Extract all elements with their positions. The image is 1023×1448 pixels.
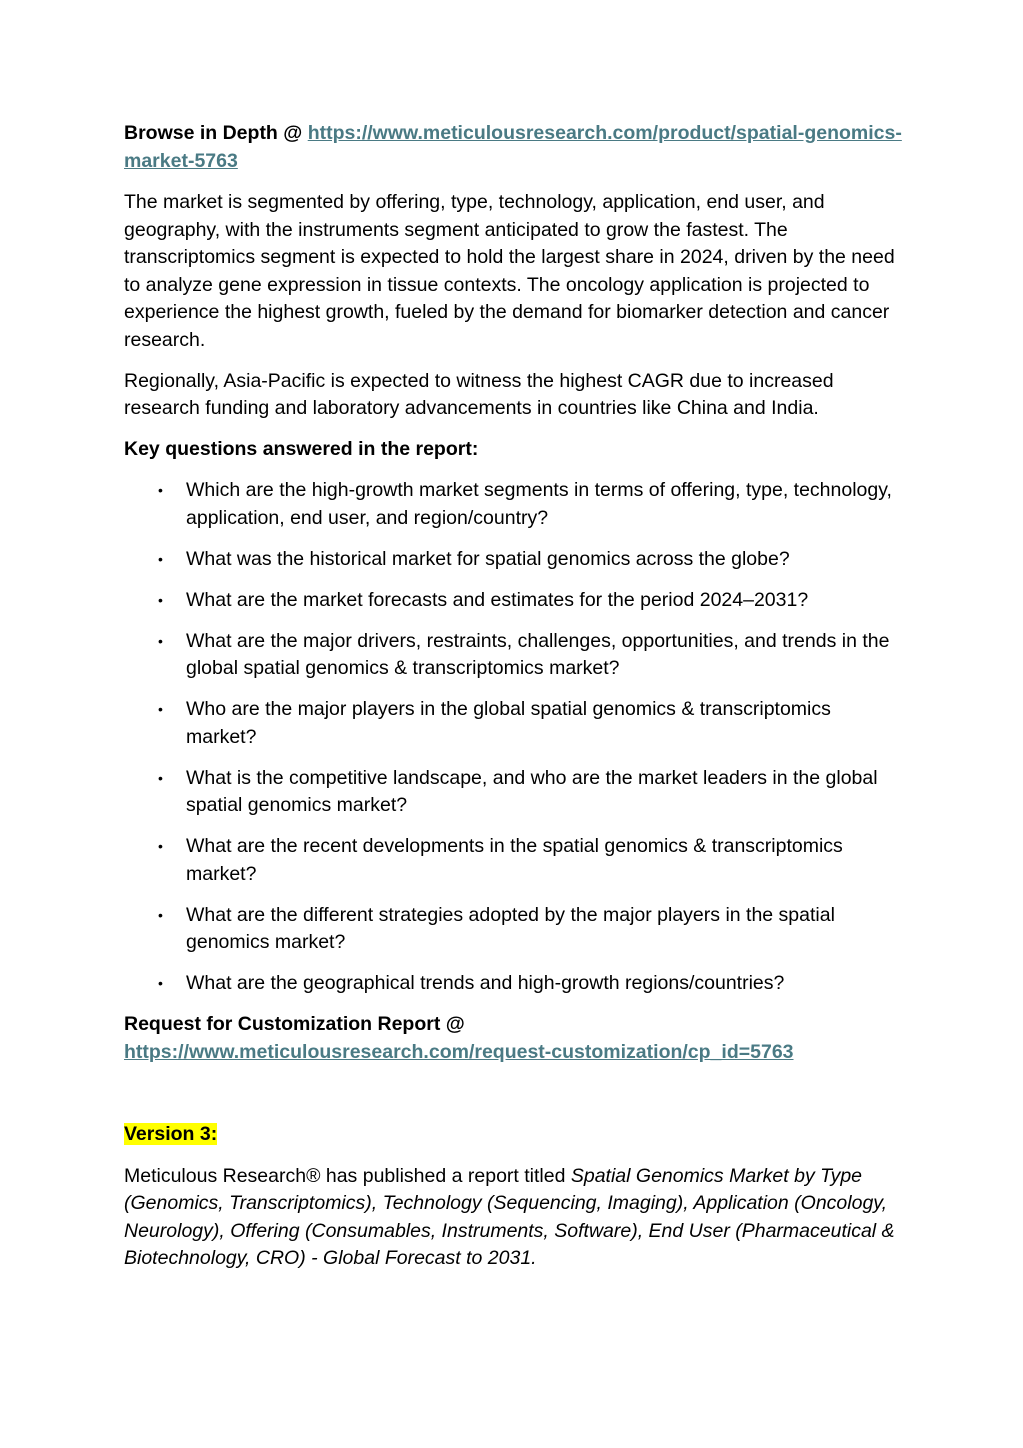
list-item — [124, 833, 904, 888]
version-line — [124, 1121, 904, 1149]
list-item-text: What are the market forecasts and estimates for the period 2024–2031? — [186, 588, 809, 611]
list-item — [124, 477, 904, 532]
list-item — [124, 902, 904, 957]
list-item-text: Which are the high-growth market segments in terms of offering, type, technology, application, end user, and region/country? — [186, 479, 892, 529]
key-questions-list — [124, 477, 904, 998]
document-page — [124, 120, 904, 1273]
list-item — [124, 628, 904, 683]
browse-label: Browse in Depth @ — [124, 122, 308, 144]
list-item — [124, 546, 904, 574]
list-item-text: What was the historical market for spatial genomics across the globe? — [186, 547, 790, 570]
browse-line — [124, 120, 904, 175]
list-item-text: What are the recent developments in the spatial genomics & transcriptomics market? — [186, 835, 843, 885]
regional-paragraph: Regionally, Asia-Pacific is expected to witness the highest CAGR due to increased research funding and laboratory advancements in countries like China and India. — [124, 369, 834, 419]
bullet-icon: • — [158, 550, 163, 567]
bullet-icon: • — [158, 838, 163, 854]
segment-paragraph: The market is segmented by offering, type, technology, application, end user, and geography, with the instruments segment anticipated to grow the fastest. The transcriptomics segment is expected to hold the largest share in 2024, driven by the need to analyze gene expression in tissue contexts. The oncology application is projected to experience the highest growth, fueled by the demand for biomarker detection and cancer research. — [124, 191, 895, 351]
bullet-icon: • — [158, 769, 163, 786]
list-item — [124, 970, 904, 998]
customization-link[interactable]: https://www.meticulousresearch.com/request-customization/cp_id=5763 — [124, 1040, 794, 1063]
key-questions-heading: Key questions answered in the report: — [124, 438, 479, 460]
report-paragraph — [124, 1163, 904, 1273]
list-item-text: What are the different strategies adopted by the major players in the spatial genomics market? — [186, 903, 835, 953]
bullet-icon: • — [158, 591, 163, 608]
list-item-text: Who are the major players in the global spatial genomics & transcriptomics market? — [186, 698, 831, 748]
report-intro: Meticulous Research® has published a report titled — [124, 1164, 571, 1187]
bullet-icon: • — [158, 632, 163, 649]
bullet-icon: • — [158, 906, 163, 923]
report-title: Spatial Genomics Market by Type (Genomics, Transcriptomics), Technology (Sequencing, Imaging), Application (Oncology, Neurology), Offering (Consumables, Instruments, Software), End User (Pharmaceutical & Biotechnology, CRO) - Global Forecast to 2031. — [124, 1164, 895, 1269]
request-line — [124, 1039, 904, 1067]
request-label: Request for Customization Report @ — [124, 1013, 465, 1035]
bullet-icon: • — [158, 975, 163, 991]
version-heading: Version 3: — [124, 1123, 218, 1145]
list-item — [124, 696, 904, 751]
bullet-icon: • — [158, 701, 163, 717]
bullet-icon: • — [158, 482, 163, 498]
list-item — [124, 587, 904, 615]
product-link[interactable]: https://www.meticulousresearch.com/product/spatial-genomics-market-5763 — [124, 122, 902, 172]
list-item-text: What is the competitive landscape, and who are the market leaders in the global spatial genomics market? — [186, 766, 878, 816]
list-item — [124, 765, 904, 820]
list-item-text: What are the geographical trends and high-growth regions/countries? — [186, 972, 785, 994]
list-item-text: What are the major drivers, restraints, challenges, opportunities, and trends in the global spatial genomics & transcriptomics market? — [186, 629, 890, 679]
